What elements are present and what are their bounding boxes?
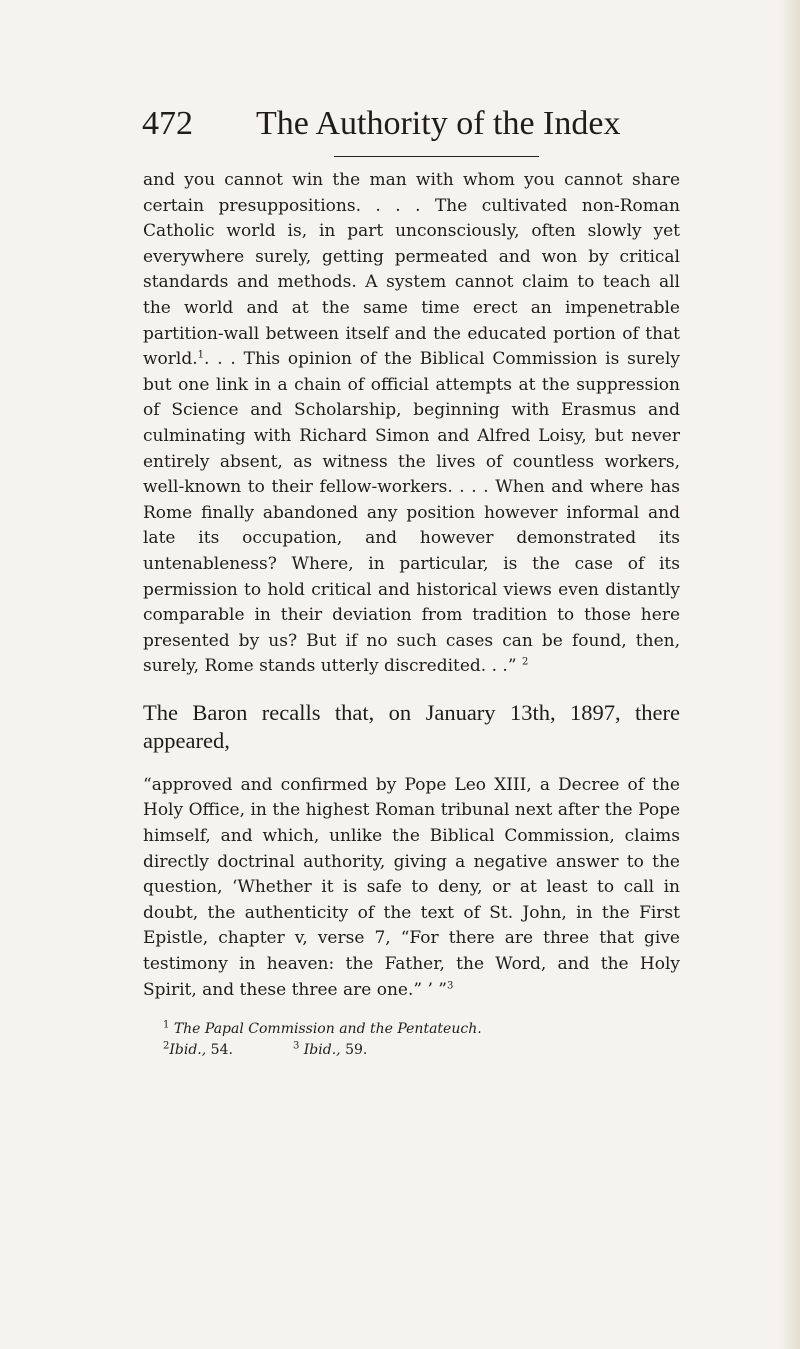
page-number: 472 — [142, 105, 193, 142]
quotation-paragraph-2 — [143, 773, 680, 1003]
footnote-2-mark: 2 — [163, 1040, 170, 1052]
footnote-ref-3: 3 — [446, 979, 454, 991]
footnote-2-ibid: Ibid., — [169, 1042, 207, 1059]
footnote-1-mark: 1 — [163, 1019, 170, 1031]
footnote-3-ibid: Ibid., — [303, 1042, 341, 1059]
footnotes — [143, 1019, 680, 1061]
running-title: The Authority of the Index — [256, 105, 621, 142]
quotation-1-text-b: . . . This opinion of the Biblical Commission is surely but one link in a chain of official attempts at the suppression of Science and Scholarship, beginning with Erasmus and culminating with Richard Simon and Alfred Loisy, but never entirely absent, as witness the lives of countless workers, well-known to their fellow-workers. . . . When and where has Rome finally abandoned any position however informal and late its occupation, and however demonstrated its untenableness? Where, in particular, is the case of its permission to hold critical and historical views even distantly comparable in their deviation from tradition to those here presented by us? But if no such cases can be found, then, surely, Rome stands utterly discredited. . .” — [143, 349, 680, 677]
header-rule — [334, 156, 539, 157]
quotation-1-text-a: and you cannot win the man with whom you cannot share certain presuppositions. . . . The cultivated non-Roman Catholic world is, in part unconsciously, often slowly yet everywhere surely, getting permeated and won by critical standards and methods. A system cannot claim to teach all the world and at the same time erect an impenetrable partition-wall between itself and the educated portion of that world. — [143, 170, 680, 370]
footnote-1-text: The Papal Commission and the Pentateuch. — [173, 1021, 482, 1038]
page-header — [142, 100, 682, 148]
footnote-ref-1: 1 — [197, 349, 205, 361]
footnote-2-page: 54. — [210, 1042, 233, 1059]
footnote-1 — [143, 1019, 680, 1040]
body-paragraph: The Baron recalls that, on January 13th, 1897, there appeared, — [143, 699, 680, 753]
footnote-3-page: 59. — [345, 1042, 368, 1059]
main-text — [143, 168, 680, 1061]
quotation-paragraph-1 — [143, 168, 680, 680]
footnote-3-mark: 3 — [292, 1040, 300, 1052]
footnote-2-3-line — [143, 1040, 680, 1061]
quotation-2-text: “approved and confirmed by Pope Leo XIII, a Decree of the Holy Office, in the highest Roman tribunal next after the Pope himself, and which, unlike the Biblical Commission, claims directly doctrinal authority, giving a negative answer to the question, ‘Whether it is safe to deny, or at least to call in doubt, the authenticity of the text of St. John, in the First Epistle, chapter v, verse 7, “For there are three that give testimony in heaven: the Father, the Word, and the Holy Spirit, and these three are one.” ’ ” — [143, 774, 680, 1000]
footnote-ref-2: 2 — [521, 656, 529, 668]
page-edge-shadow — [778, 0, 800, 1349]
